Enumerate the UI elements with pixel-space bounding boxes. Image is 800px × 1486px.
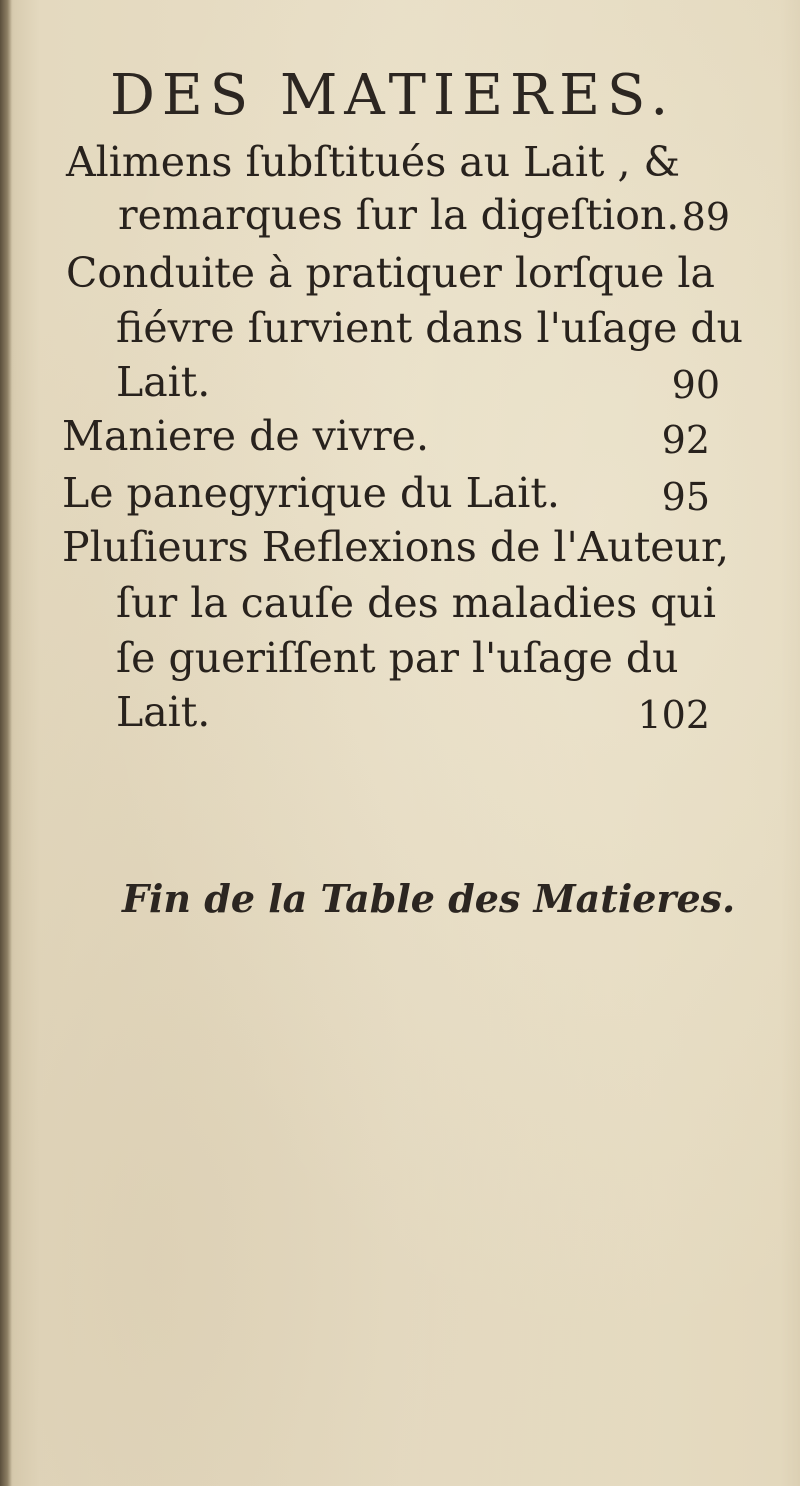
page-gutter-shadow [0,0,12,1486]
entry-3-page-number: 92 [661,418,710,462]
entry-1-line-1: Alimens ſubſtitués au Lait , & [66,138,680,186]
entry-1-line-2: remarques ſur la digeſtion. [118,191,680,239]
colophon: Fin de la Table des Matieres. [122,876,736,921]
entry-3-line-1: Maniere de vivre. [62,412,429,460]
entry-5-line-1: Pluſieurs Reflexions de l'Auteur, [62,523,730,571]
entry-5-line-2: ſur la cauſe des maladies qui [116,579,717,627]
entry-2-line-1: Conduite à pratiquer lorſque la [66,249,715,297]
entry-4-line-1: Le panegyrique du Lait. [62,469,560,517]
entry-1-page-number: 89 [681,195,730,239]
entry-5-line-4: Lait. [116,688,211,736]
entry-2-page-number: 90 [671,363,720,407]
entry-5-page-number: 102 [637,693,710,737]
page-heading: DES MATIERES. [110,63,676,128]
entry-4-page-number: 95 [661,475,710,519]
entry-2-line-3: Lait. [116,358,211,406]
entry-2-line-2: fiévre ſurvient dans l'uſage du [116,304,744,352]
entry-5-line-3: ſe gueriſſent par l'uſage du [116,634,679,682]
